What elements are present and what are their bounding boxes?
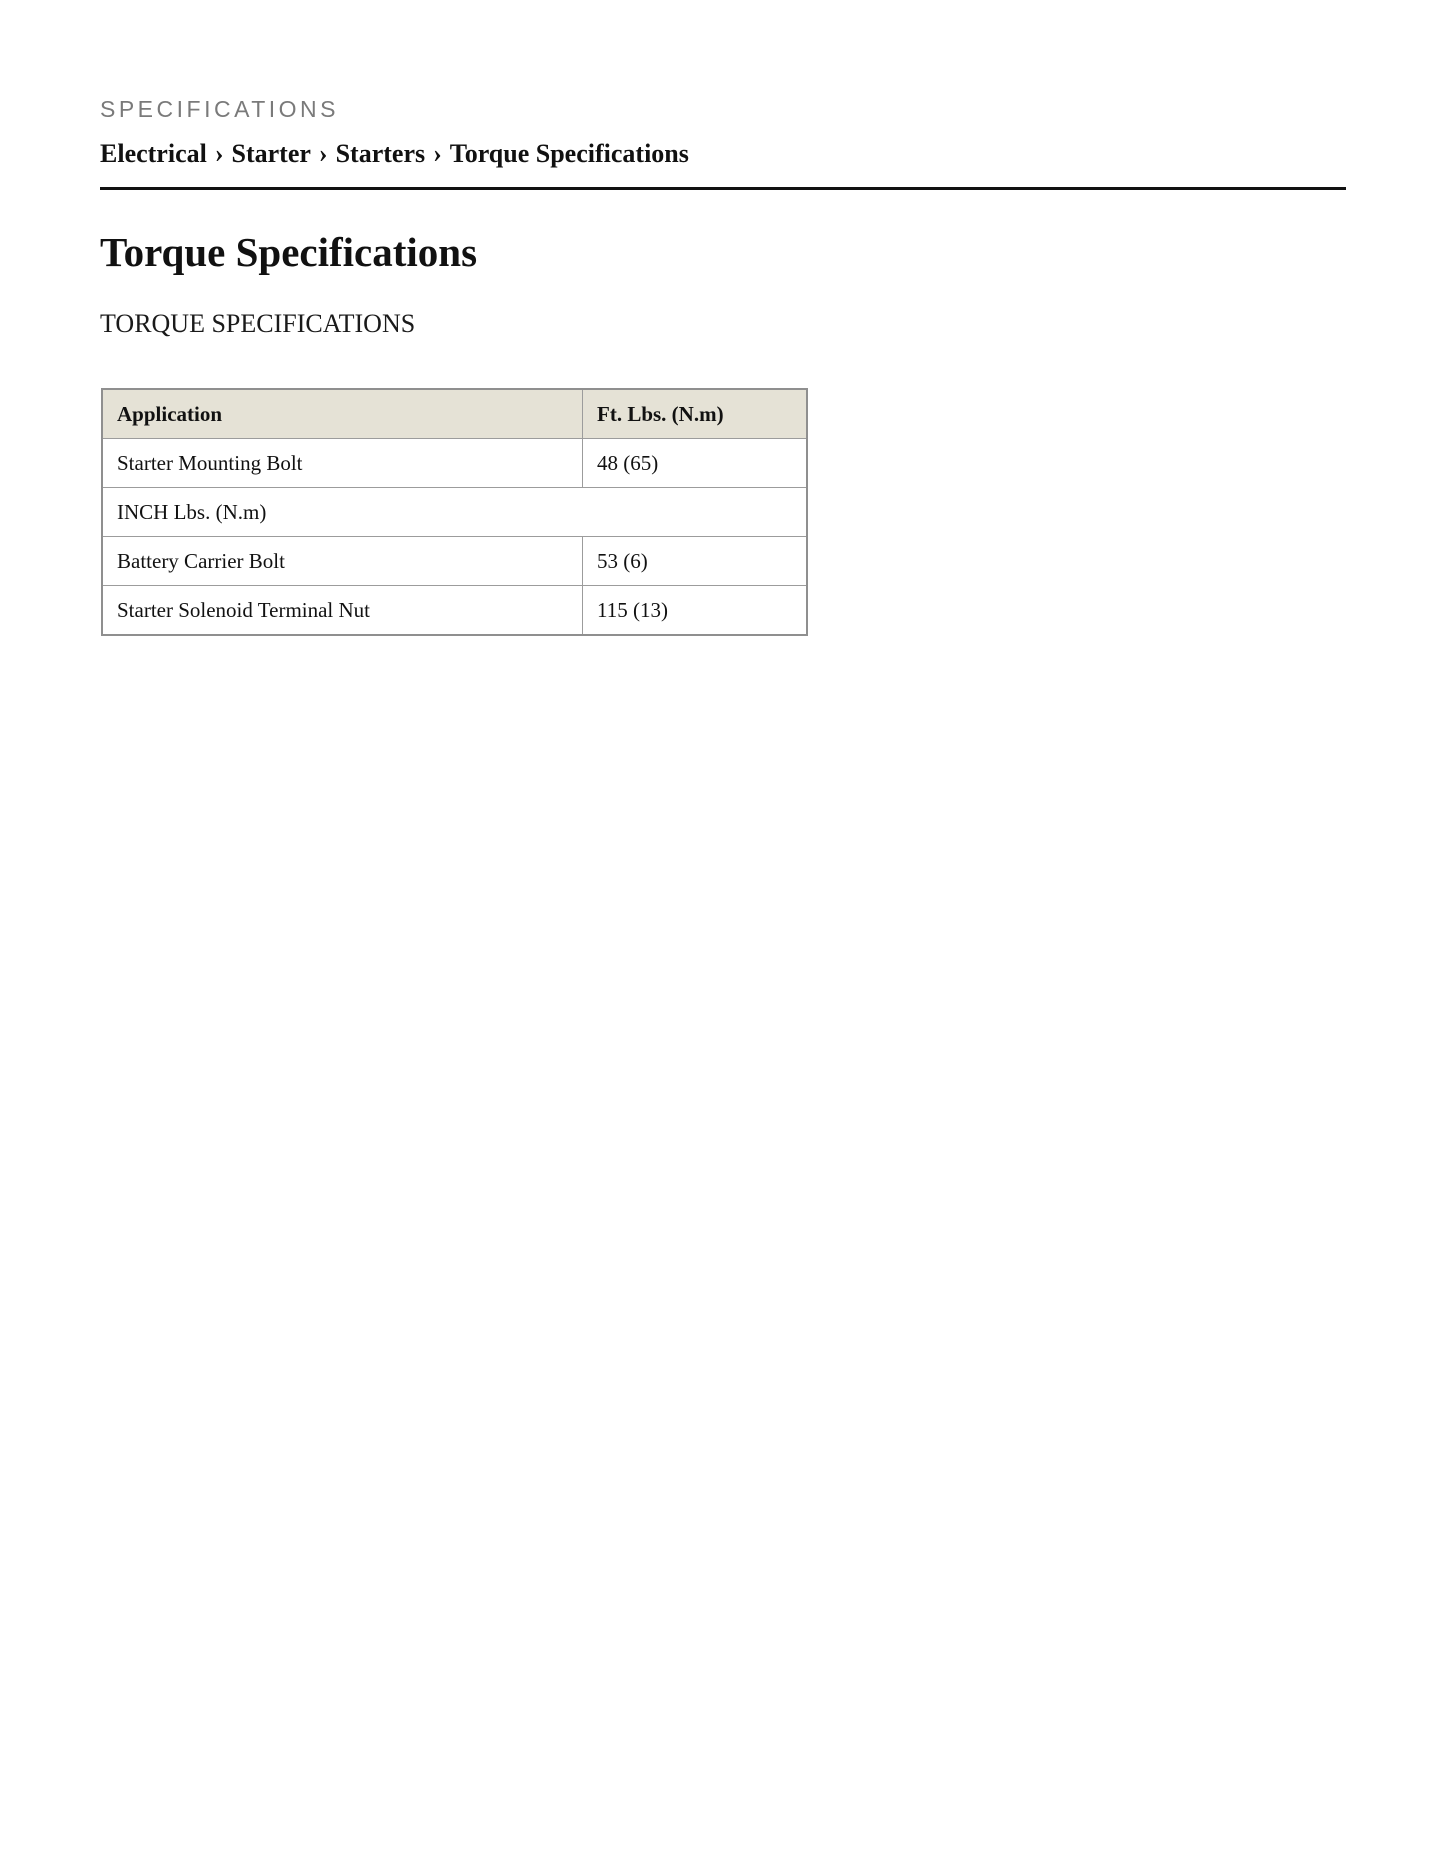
breadcrumb-item-electrical[interactable]: Electrical [100,139,207,168]
section-subtitle: TORQUE SPECIFICATIONS [100,309,416,338]
breadcrumb-separator: › [318,139,328,168]
breadcrumb-separator: › [214,139,224,168]
table-row [102,439,807,488]
value-cell: 48 (65) [583,439,808,488]
table-subheader-row [102,488,807,537]
table-row [102,537,807,586]
breadcrumb-item-starter[interactable]: Starter [231,139,311,168]
application-cell: Starter Solenoid Terminal Nut [102,586,583,636]
application-cell: Battery Carrier Bolt [102,537,583,586]
header-divider [100,187,1346,190]
breadcrumb-separator: › [433,139,442,168]
application-cell: Starter Mounting Bolt [102,439,583,488]
section-label: SPECIFICATIONS [100,96,339,122]
breadcrumb-item-starters[interactable]: Starters [335,139,426,168]
value-cell: 53 (6) [583,537,808,586]
table-row [102,586,807,636]
column-header-ft-lbs: Ft. Lbs. (N.m) [583,389,808,439]
table-header-row [102,389,807,439]
page-title: Torque Specifications [100,229,478,275]
breadcrumb-item-torque-specifications: Torque Specifications [449,139,689,168]
column-header-application: Application [102,389,583,439]
torque-specifications-table [101,388,808,636]
breadcrumb [100,137,689,171]
value-cell: 115 (13) [583,586,808,636]
units-subheader-cell: INCH Lbs. (N.m) [102,488,807,537]
